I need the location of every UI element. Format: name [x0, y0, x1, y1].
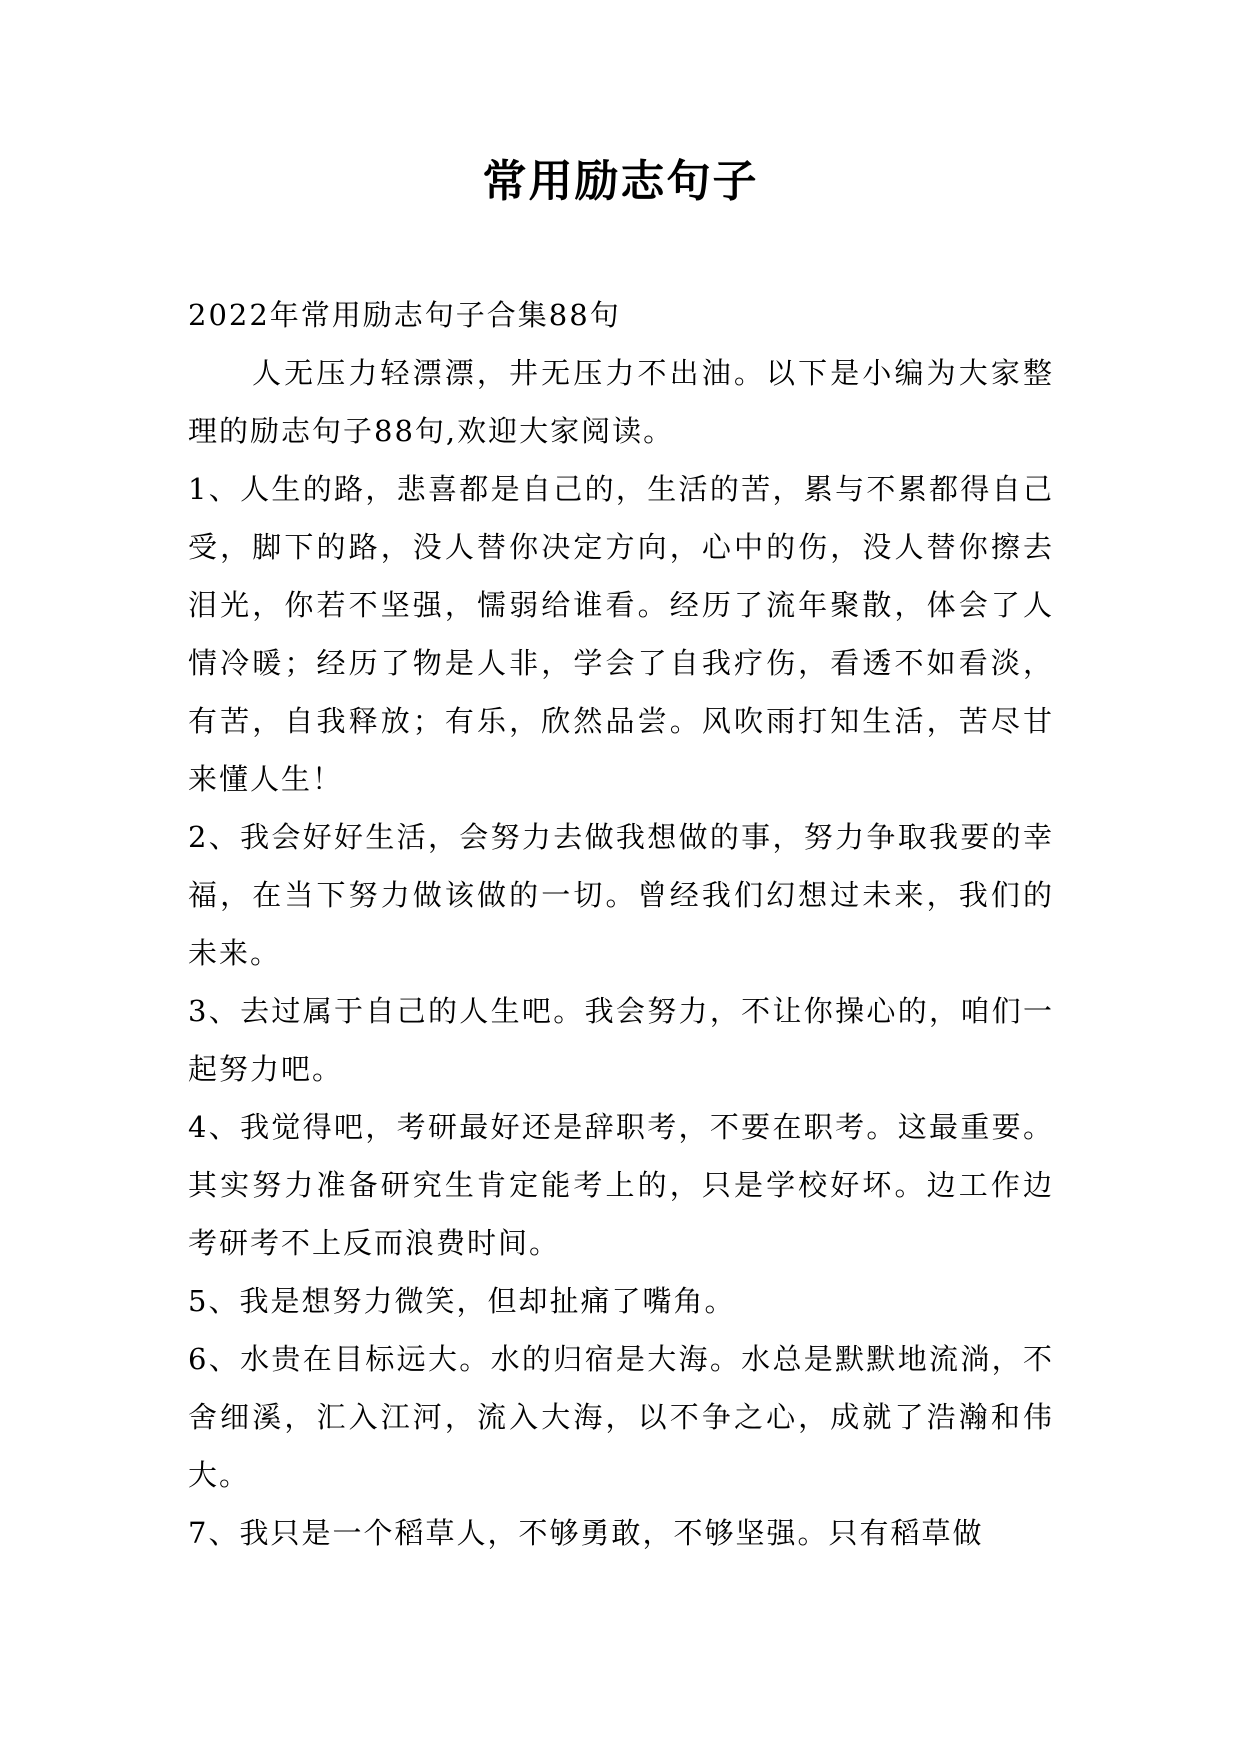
document-body: [188, 286, 1054, 1562]
list-item: 5、我是想努力微笑，但却扯痛了嘴角。: [188, 1284, 736, 1318]
list-item: 7、我只是一个稻草人，不够勇敢，不够坚强。只有稻草做: [188, 1516, 984, 1550]
list-item: 6、水贵在目标远大。水的归宿是大海。水总是默默地流淌，不舍细溪，汇入江河，流入大海，以不争之心，成就了浩瀚和伟大。: [188, 1342, 1054, 1492]
list-item: 2、我会好好生活，会努力去做我想做的事，努力争取我要的幸福，在当下努力做该做的一切。曾经我们幻想过未来，我们的未来。: [188, 820, 1054, 970]
intro-paragraph: 人无压力轻漂漂，井无压力不出油。以下是小编为大家整理的励志句子88句,欢迎大家阅读。: [188, 356, 1054, 448]
list-item: 1、人生的路，悲喜都是自己的，生活的苦，累与不累都得自己受，脚下的路，没人替你决定方向，心中的伤，没人替你擦去泪光，你若不坚强，懦弱给谁看。经历了流年聚散，体会了人情冷暖；经历了物是人非，学会了自我疗伤，看透不如看淡，有苦，自我释放；有乐，欣然品尝。风吹雨打知生活，苦尽甘来懂人生！: [188, 472, 1054, 796]
document-subtitle: 2022年常用励志句子合集88句: [188, 298, 621, 332]
list-item: 4、我觉得吧，考研最好还是辞职考，不要在职考。这最重要。其实努力准备研究生肯定能考上的，只是学校好坏。边工作边考研考不上反而浪费时间。: [188, 1110, 1054, 1260]
document-title: 常用励志句子: [482, 156, 759, 207]
list-item: 3、去过属于自己的人生吧。我会努力，不让你操心的，咱们一起努力吧。: [188, 994, 1054, 1086]
